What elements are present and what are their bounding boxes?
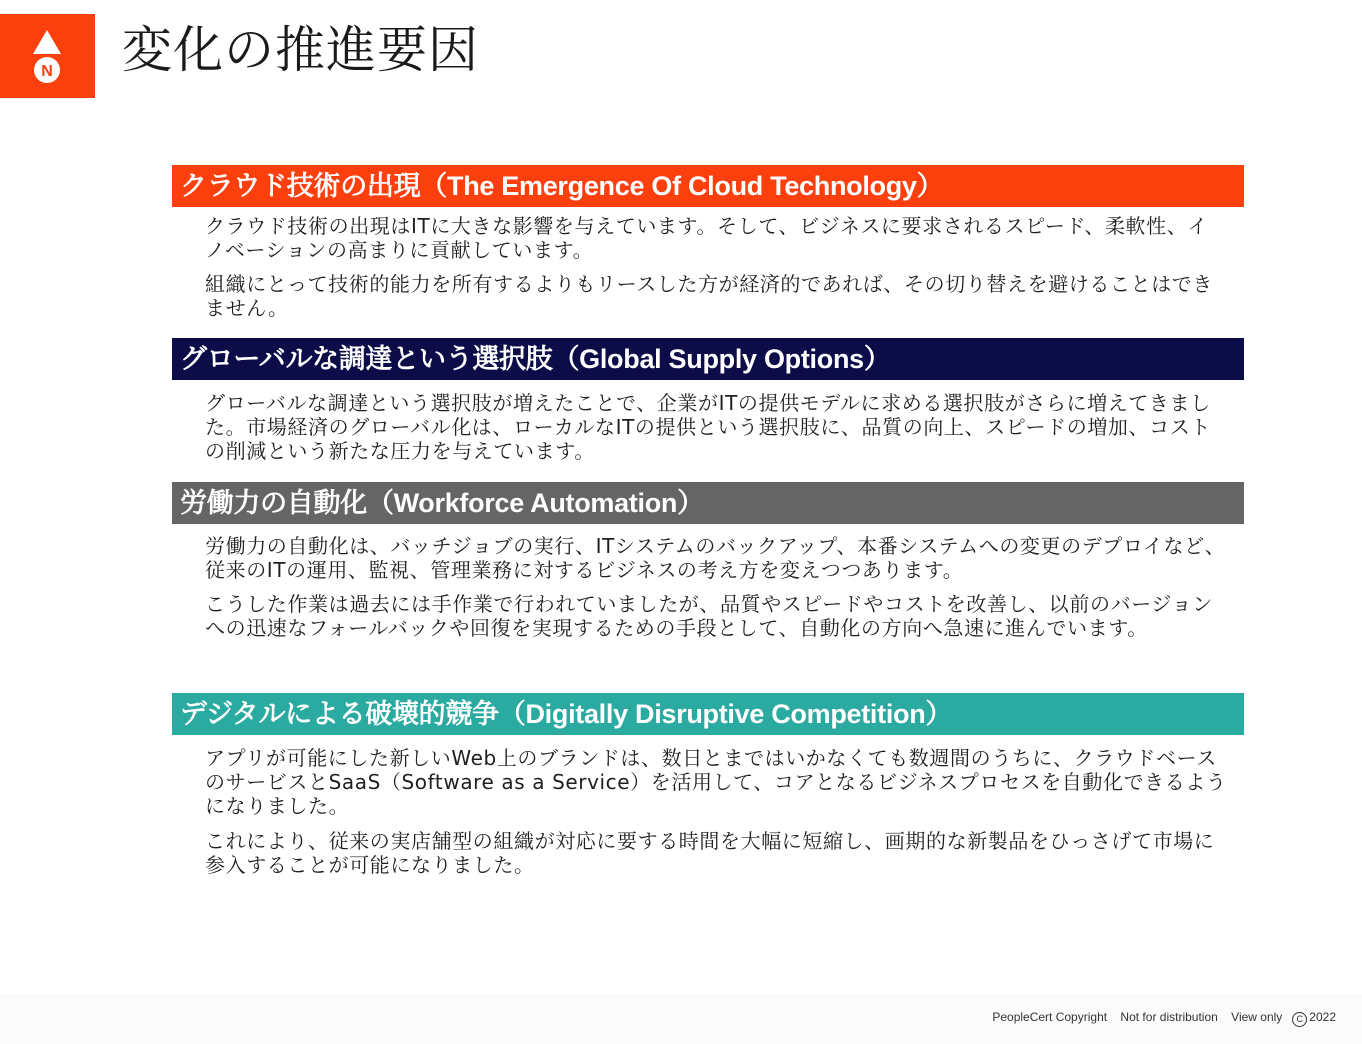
digital-paragraph-2: これにより、従来の実店舗型の組織が対応に要する時間を大幅に短縮し、画期的な新製品をひっさげて市場に参入することが可能になりました。 bbox=[205, 829, 1215, 877]
workforce-paragraph-1: 労働力の自動化は、バッチジョブの実行、ITシステムのバックアップ、本番システムへの変更のデプロイなど、従来のITの運用、監視、管理業務に対するビジネスの考え方を変えつつあります。 bbox=[205, 534, 1226, 582]
footer-copyright: PeopleCert Copyright bbox=[992, 1010, 1108, 1024]
svg-text:N: N bbox=[41, 63, 53, 80]
section-header-digital-disruption: デジタルによる破壊的競争（Digitally Disruptive Competition） bbox=[172, 693, 1244, 735]
peoplecert-n-logo-icon bbox=[28, 30, 66, 84]
section-header-workforce-automation: 労働力の自動化（Workforce Automation） bbox=[172, 482, 1244, 524]
section-header-global-supply: グローバルな調達という選択肢（Global Supply Options） bbox=[172, 338, 1244, 380]
footer-year: 2022 bbox=[1309, 1010, 1336, 1024]
cloud-paragraph-1: クラウド技術の出現はITに大きな影響を与えています。そして、ビジネスに要求されるスピード、柔軟性、イノベーションの高まりに貢献しています。 bbox=[205, 214, 1208, 262]
cloud-paragraph-2: 組織にとって技術的能力を所有するよりもリースした方が経済的であれば、その切り替えを避けることはできません。 bbox=[205, 272, 1213, 320]
footer-notice bbox=[982, 1010, 1336, 1027]
global-supply-paragraph-1: グローバルな調達という選択肢が増えたことで、企業がITの提供モデルに求める選択肢がさらに増えてきました。市場経済のグローバル化は、ローカルなITの提供という選択肢に、品質の向上、スピードの増加、コストの削減という新たな圧力を与えています。 bbox=[205, 391, 1211, 463]
section-header-cloud: クラウド技術の出現（The Emergence Of Cloud Technology） bbox=[172, 165, 1244, 207]
workforce-paragraph-2: こうした作業は過去には手作業で行われていましたが、品質やスピードやコストを改善し、以前のバージョンへの迅速なフォールバックや回復を実現するための手段として、自動化の方向へ急速に進んでいます。 bbox=[205, 592, 1213, 640]
brand-logo bbox=[0, 14, 95, 98]
page-title: 変化の推進要因 bbox=[122, 21, 479, 79]
footer-distribution: Not for distribution bbox=[1120, 1010, 1218, 1024]
copyright-icon: C bbox=[1292, 1012, 1307, 1027]
digital-paragraph-1: アプリが可能にした新しいWeb上のブランドは、数日とまではいかなくても数週間のうちに、クラウドベースのサービスとSaaS（Software as a Service）を活用して、コアとなるビジネスプロセスを自動化できるようになりました。 bbox=[205, 746, 1227, 818]
footer-view-only: View only bbox=[1231, 1010, 1283, 1024]
